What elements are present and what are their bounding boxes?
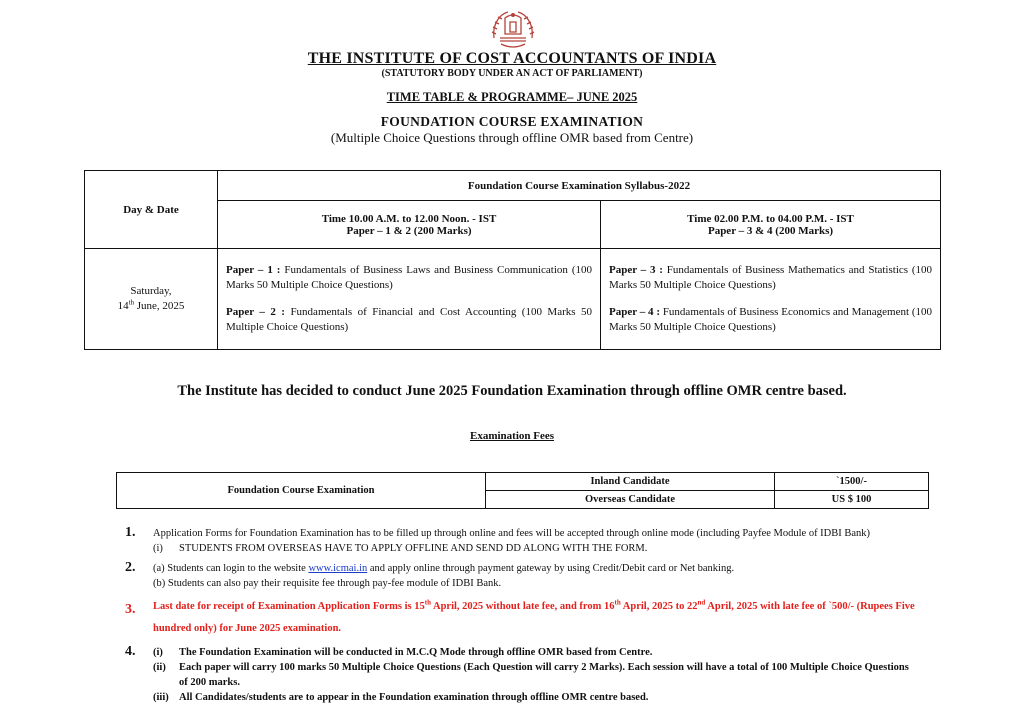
session2-time: Time 02.00 P.M. to 04.00 P.M. - IST — [687, 212, 854, 225]
exam-day: Saturday, — [130, 285, 172, 297]
fees-course: Foundation Course Examination — [117, 473, 486, 509]
instruction-4: 4. (i) The Foundation Examination will be conducted in M.C.Q Mode through offline OMR based from Centre. (ii) Each paper will carry 100 marks 50 Multiple Choice Questions (Each Question will carry 2 Marks). Each session will have a total of 100 Multiple Choice Questions of 200 marks. (iii) All Candidates/students are to appear in the Foundation examination through offline OMR centre based. — [125, 644, 909, 703]
instruction-1: 1. Application Forms for Foundation Examination has to be filled up through online and fees will be accepted through online mode (including Payfee Module of IDBI Bank) (i) STUDENTS FROM OVERSEAS HAVE TO APPLY OFFLINE AND SEND DD ALONG WITH THE FORM. — [125, 525, 871, 554]
paper3: Paper – 3 : Fundamentals of Business Mathematics and Statistics (100 Marks 50 Multiple Choice Questions) — [609, 264, 932, 291]
session1-papers: Paper – 1 & 2 (200 Marks) — [346, 224, 472, 237]
fees-heading: Examination Fees — [469, 430, 555, 442]
paper2: Paper – 2 : Fundamentals of Financial and Cost Accounting (100 Marks 50 Multiple Choice Questions) — [226, 306, 592, 333]
exam-mode: (Multiple Choice Questions through offline OMR based from Centre) — [330, 130, 694, 145]
syllabus-header: Foundation Course Examination Syllabus-2022 — [218, 171, 941, 201]
icmai-website-link[interactable]: www.icmai.in — [308, 563, 368, 574]
statutory-subtitle: (STATUTORY BODY UNDER AN ACT OF PARLIAMENT) — [381, 68, 643, 79]
institute-emblem-logo — [486, 8, 540, 50]
session1-time: Time 10.00 A.M. to 12.00 Noon. - IST — [321, 212, 497, 225]
session1-header — [218, 201, 601, 249]
schedule-table — [84, 170, 941, 350]
exam-title: FOUNDATION COURSE EXAMINATION — [380, 114, 644, 129]
instructions-list — [125, 526, 915, 710]
exam-date: 14th June, 2025 — [117, 298, 185, 312]
session1-papers-cell — [218, 249, 601, 350]
session2-papers-cell — [601, 249, 941, 350]
instruction-2: 2. (a) Students can login to the website www.icmai.in and apply online through payment gateway by using Credit/Debit card or Net banking. (b) Students can also pay their requisite fee through pay-fee module of IDBI Bank. — [125, 560, 735, 589]
timetable-title: TIME TABLE & PROGRAMME– JUNE 2025 — [386, 90, 638, 104]
session2-papers: Paper – 3 & 4 (200 Marks) — [707, 224, 834, 237]
day-date-header: Day & Date — [85, 171, 218, 249]
session2-header — [601, 201, 941, 249]
exam-date-cell — [85, 249, 218, 350]
institute-name: THE INSTITUTE OF COST ACCOUNTANTS OF INDIA — [307, 50, 717, 67]
inland-label: Inland Candidate — [486, 473, 775, 491]
exam-declaration: The Institute has decided to conduct June 2025 Foundation Examination through offline OMR centre based. — [177, 383, 847, 399]
paper4: Paper – 4 : Fundamentals of Business Economics and Management (100 Marks 50 Multiple Choice Questions) — [609, 306, 932, 333]
overseas-fee: US $ 100 — [775, 491, 929, 509]
fees-table — [116, 472, 929, 509]
instruction-3-deadline: 3. Last date for receipt of Examination Application Forms is 15th April, 2025 without late fee, and from 16th April, 2025 to 22nd April, 2025 with late fee of `500/- (Rupees Five hundred only) for June 2025 examination. — [125, 598, 915, 634]
inland-fee: `1500/- — [775, 473, 929, 491]
paper1: Paper – 1 : Fundamentals of Business Laws and Business Communication (100 Marks 50 Multiple Choice Questions) — [226, 264, 592, 291]
overseas-label: Overseas Candidate — [486, 491, 775, 509]
